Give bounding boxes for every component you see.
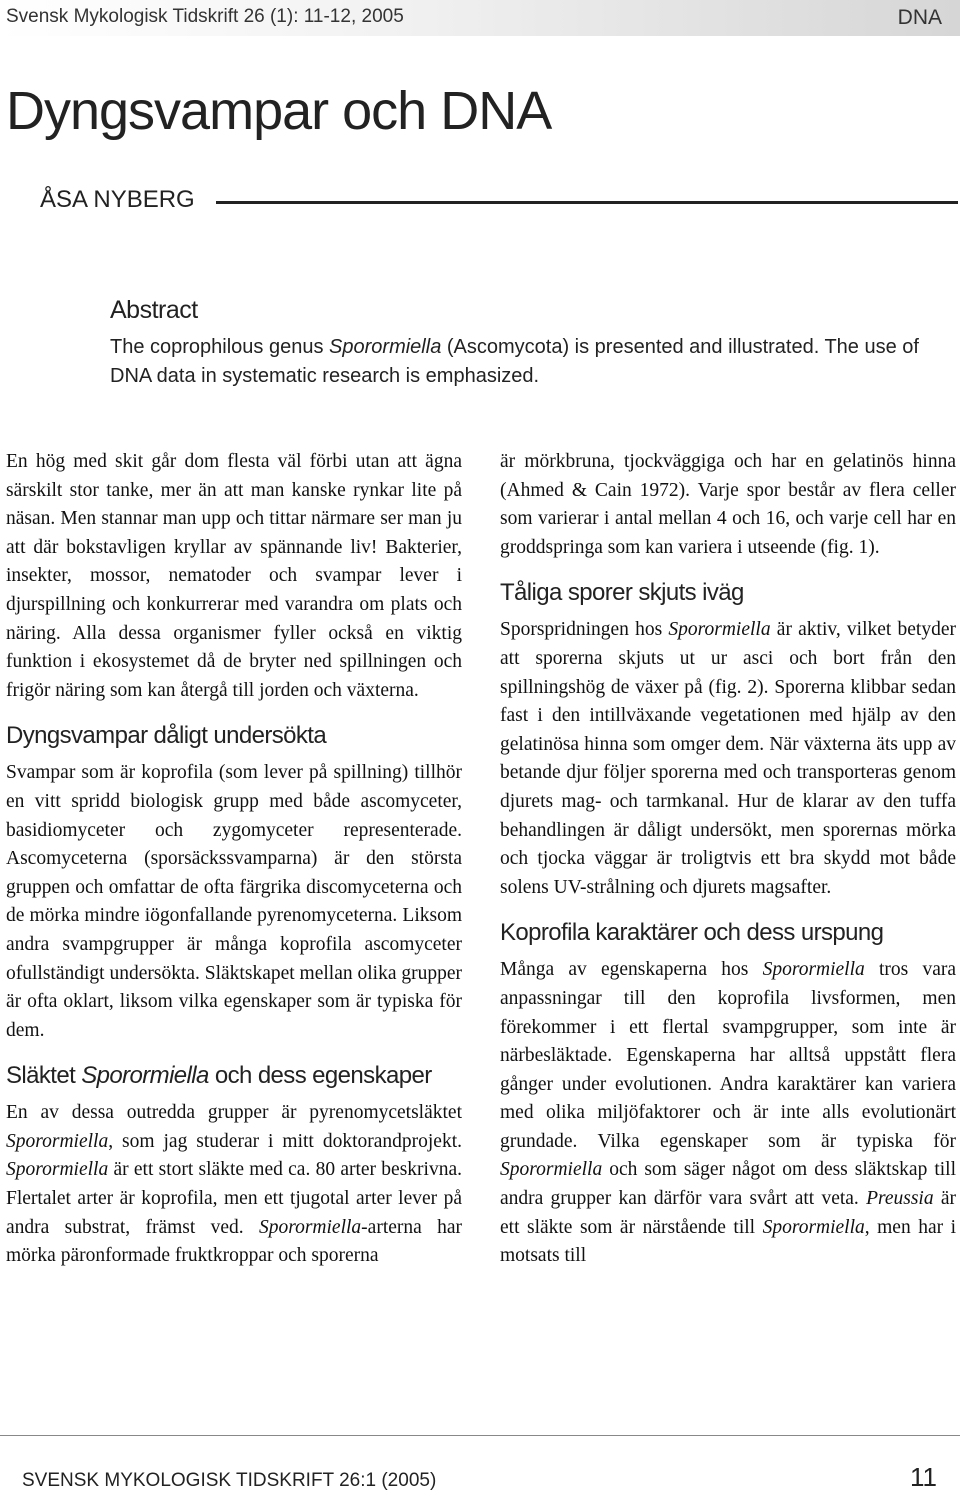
footer-divider: [0, 1435, 960, 1436]
section-paragraph: En av dessa outredda grupper är pyrenomycetsläktet Sporormiella, som jag studerar i mitt doktorandprojekt. Sporormiella är ett stort släkte med ca. 80 arter beskrivna. Flertalet arter är koprofila, men ett tjugotal arter lever på andra substrat, främst ved. Sporormiella-arterna har mörka päronformade fruktkroppar och sporerna: [6, 1102, 463, 1267]
section-label: DNA: [897, 6, 942, 29]
abstract-heading: Abstract: [110, 296, 198, 324]
journal-citation: Svensk Mykologisk Tidskrift 26 (1): 11-12, 2005: [6, 6, 404, 27]
section-paragraph: Sporspridningen hos Sporormiella är aktiv, vilket betyder att sporerna skjuts ut ur asci och bort från den spillningshög de växer på (fig. 2). Sporerna klibbar sedan fast i den intillväxande vegetationen med hjälp av den gelatinösa hinna som omger dem. När växterna äts upp av betande djur följer sporerna med och transporteras genom djurets mag- och tarmkanal. Hur de klarar av den tuffa behandlingen är dåligt undersökt, men sporernas mörka och tjocka väggar är troligtvis ett bra skydd mot både solens UV-strålning och djurets magsafter.: [500, 619, 956, 898]
left-column: [6, 448, 462, 1271]
continued-paragraph: är mörkbruna, tjockväggiga och har en gelatinös hinna (Ahmed & Cain 1972). Varje spor består av flera celler som varierar i antal mellan 4 och 16, och varje cell har en groddspringa som kan variera i utseende (fig. 1).: [500, 451, 956, 558]
abstract-text: The coprophilous genus Sporormiella (Ascomycota) is presented and illustrated. The use of DNA data in systematic research is emphasized.: [110, 336, 919, 387]
right-column: [500, 448, 956, 1271]
intro-paragraph: En hög med skit går dom flesta väl förbi utan att ägna särskilt stor tanke, mer än att man kanske rynkar lite på näsan. Men stannar man upp och tittar närmare ser man ju att där bokstavligen kryllar av spännande liv! Bakterier, insekter, mossor, nematoder och svampar lever i djurspillning och konkurrerar med varandra om plats och näring. Alla dessa organismer fyller också en viktig funktion i ekosystemet då de bryter ned spillningen och frigör näring som kan återgå till jorden och växterna.: [6, 451, 462, 701]
section-paragraph: Många av egenskaperna hos Sporormiella tros vara anpassningar till den koprofila livsformen, men förekommer i ett flertal svampgrupper, som inte är närbesläktade. Egenskaperna har alltså uppstått flera gånger under evolutionen. Andra karaktärer kan variera med olika miljöfaktorer och är inte alls evolutionärt grundade. Vilka egenskaper som är typiska för Sporormiella och som säger något om dess släktskap till andra grupper kan därför vara svårt att veta. Preussia är ett släkte som är närstående till Sporormiella, men har i motsats till: [500, 959, 956, 1267]
author-name: ÅSA NYBERG: [40, 186, 195, 213]
footer-journal: SVENSK MYKOLOGISK TIDSKRIFT 26:1 (2005): [22, 1470, 437, 1491]
genus-name: Sporormiella: [329, 336, 442, 358]
section-heading-koprofila: Koprofila karaktärer och dess urspung: [500, 919, 884, 947]
author-divider: [216, 201, 958, 204]
article-title: Dyngsvampar och DNA: [6, 81, 552, 141]
section-heading-taliga: Tåliga sporer skjuts iväg: [500, 579, 744, 607]
section-heading-slaktet: Släktet Sporormiella och dess egenskaper: [6, 1062, 432, 1090]
section-heading-dyngsvampar: Dyngsvampar dåligt undersökta: [6, 722, 327, 750]
section-paragraph: Svampar som är koprofila (som lever på spillning) tillhör en vitt spridd biologisk grupp med både ascomyceter, basidiomyceter och zygomyceter representerade. Ascomyceterna (sporsäckssvamparna) är den största gruppen och omfattar de ofta färgrika discomyceterna och de mörka mindre iögonfallande pyrenomyceterna. Liksom andra svampgrupper är många koprofila ascomyceter ofullständigt undersökta. Släktskapet mellan olika grupper är ofta oklart, liksom vilka egenskaper som är typiska för dem.: [6, 762, 462, 1041]
running-header: [0, 0, 960, 36]
page-number: 11: [910, 1462, 937, 1492]
